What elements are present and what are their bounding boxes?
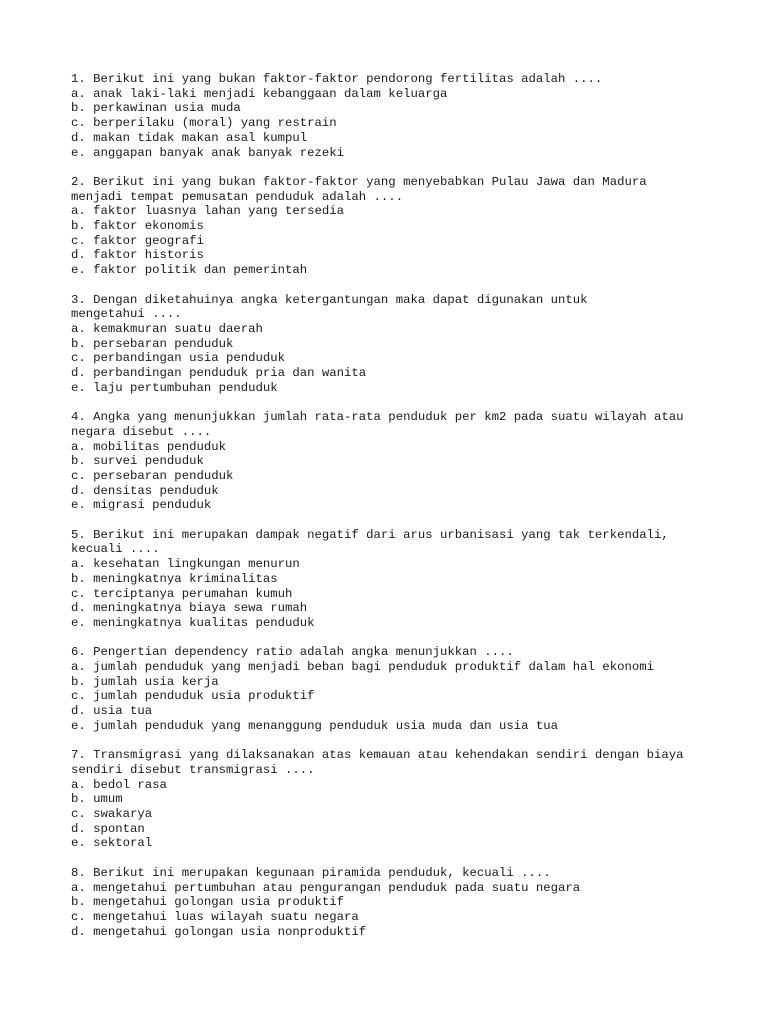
option-c: c. faktor geografi bbox=[71, 233, 204, 248]
option-b: b. faktor ekonomis bbox=[71, 219, 204, 234]
option-c: c. terciptanya perumahan kumuh bbox=[71, 586, 293, 601]
option-d: d. densitas penduduk bbox=[71, 483, 219, 498]
option-e: e. anggapan banyak anak banyak rezeki bbox=[71, 145, 345, 160]
option-a: a. faktor luasnya lahan yang tersedia bbox=[71, 204, 345, 219]
question-stem: 5. Berikut ini merupakan dampak negatif dari arus urbanisasi yang tak terkendali, kecuali .... bbox=[71, 527, 669, 557]
question-stem: 4. Angka yang menunjukkan jumlah rata-rata penduduk per km2 pada suatu wilayah atau negara disebut .... bbox=[71, 410, 684, 439]
question-stem: 1. Berikut ini yang bukan faktor-faktor pendorong fertilitas adalah .... bbox=[71, 72, 603, 86]
option-d: d. spontan bbox=[71, 821, 145, 836]
question-stem: 8. Berikut ini merupakan kegunaan piramida penduduk, kecuali .... bbox=[71, 865, 551, 880]
document-page bbox=[71, 72, 761, 954]
question-2 bbox=[71, 175, 761, 278]
option-a: a. anak laki-laki menjadi kebanggaan dalam keluarga bbox=[71, 86, 448, 101]
question-8 bbox=[71, 866, 761, 940]
option-d: d. faktor historis bbox=[71, 248, 204, 263]
question-stem: 6. Pengertian dependency ratio adalah angka menunjukkan .... bbox=[71, 645, 514, 660]
option-e: e. jumlah penduduk yang menanggung penduduk usia muda dan usia tua bbox=[71, 718, 559, 733]
option-d: d. mengetahui golongan usia nonproduktif bbox=[71, 924, 367, 939]
option-b: b. umum bbox=[71, 792, 123, 807]
option-b: b. persebaran penduduk bbox=[71, 336, 234, 351]
option-b: b. survei penduduk bbox=[71, 454, 204, 469]
question-7 bbox=[71, 748, 761, 851]
option-d: d. perbandingan penduduk pria dan wanita bbox=[71, 366, 367, 381]
option-a: a. mobilitas penduduk bbox=[71, 439, 226, 454]
question-6 bbox=[71, 645, 761, 733]
option-e: e. migrasi penduduk bbox=[71, 498, 212, 513]
option-d: d. makan tidak makan asal kumpul bbox=[71, 130, 308, 145]
option-b: b. meningkatnya kriminalitas bbox=[71, 571, 278, 586]
option-e: e. sektoral bbox=[71, 836, 153, 851]
question-1 bbox=[71, 72, 761, 160]
option-c: c. swakarya bbox=[71, 807, 153, 822]
option-c: c. mengetahui luas wilayah suatu negara bbox=[71, 909, 359, 924]
option-c: c. berperilaku (moral) yang restrain bbox=[71, 116, 337, 131]
question-5 bbox=[71, 528, 761, 631]
option-c: c. persebaran penduduk bbox=[71, 468, 234, 483]
question-3 bbox=[71, 293, 761, 396]
option-e: e. laju pertumbuhan penduduk bbox=[71, 380, 278, 395]
option-a: a. jumlah penduduk yang menjadi beban bagi penduduk produktif dalam hal ekonomi bbox=[71, 660, 654, 675]
option-b: b. jumlah usia kerja bbox=[71, 674, 219, 689]
question-4 bbox=[71, 410, 761, 513]
question-stem: 2. Berikut ini yang bukan faktor-faktor yang menyebabkan Pulau Jawa dan Madura menjadi tempat pemusatan penduduk adalah .... bbox=[71, 174, 647, 204]
option-c: c. jumlah penduduk usia produktif bbox=[71, 689, 315, 704]
option-a: a. bedol rasa bbox=[71, 777, 167, 792]
question-stem: 7. Transmigrasi yang dilaksanakan atas kemauan atau kehendakan sendiri dengan biaya sendiri disebut transmigrasi .... bbox=[71, 748, 684, 777]
option-c: c. perbandingan usia penduduk bbox=[71, 351, 286, 366]
option-b: b. mengetahui golongan usia produktif bbox=[71, 895, 345, 910]
option-e: e. faktor politik dan pemerintah bbox=[71, 263, 308, 278]
option-d: d. meningkatnya biaya sewa rumah bbox=[71, 601, 308, 616]
option-b: b. perkawinan usia muda bbox=[71, 101, 241, 116]
question-stem: 3. Dengan diketahuinya angka ketergantungan maka dapat digunakan untuk mengetahui .... bbox=[71, 292, 588, 322]
option-e: e. meningkatnya kualitas penduduk bbox=[71, 615, 315, 630]
option-d: d. usia tua bbox=[71, 704, 153, 719]
option-a: a. kemakmuran suatu daerah bbox=[71, 321, 263, 336]
option-a: a. kesehatan lingkungan menurun bbox=[71, 557, 300, 572]
option-a: a. mengetahui pertumbuhan atau pengurangan penduduk pada suatu negara bbox=[71, 880, 581, 895]
